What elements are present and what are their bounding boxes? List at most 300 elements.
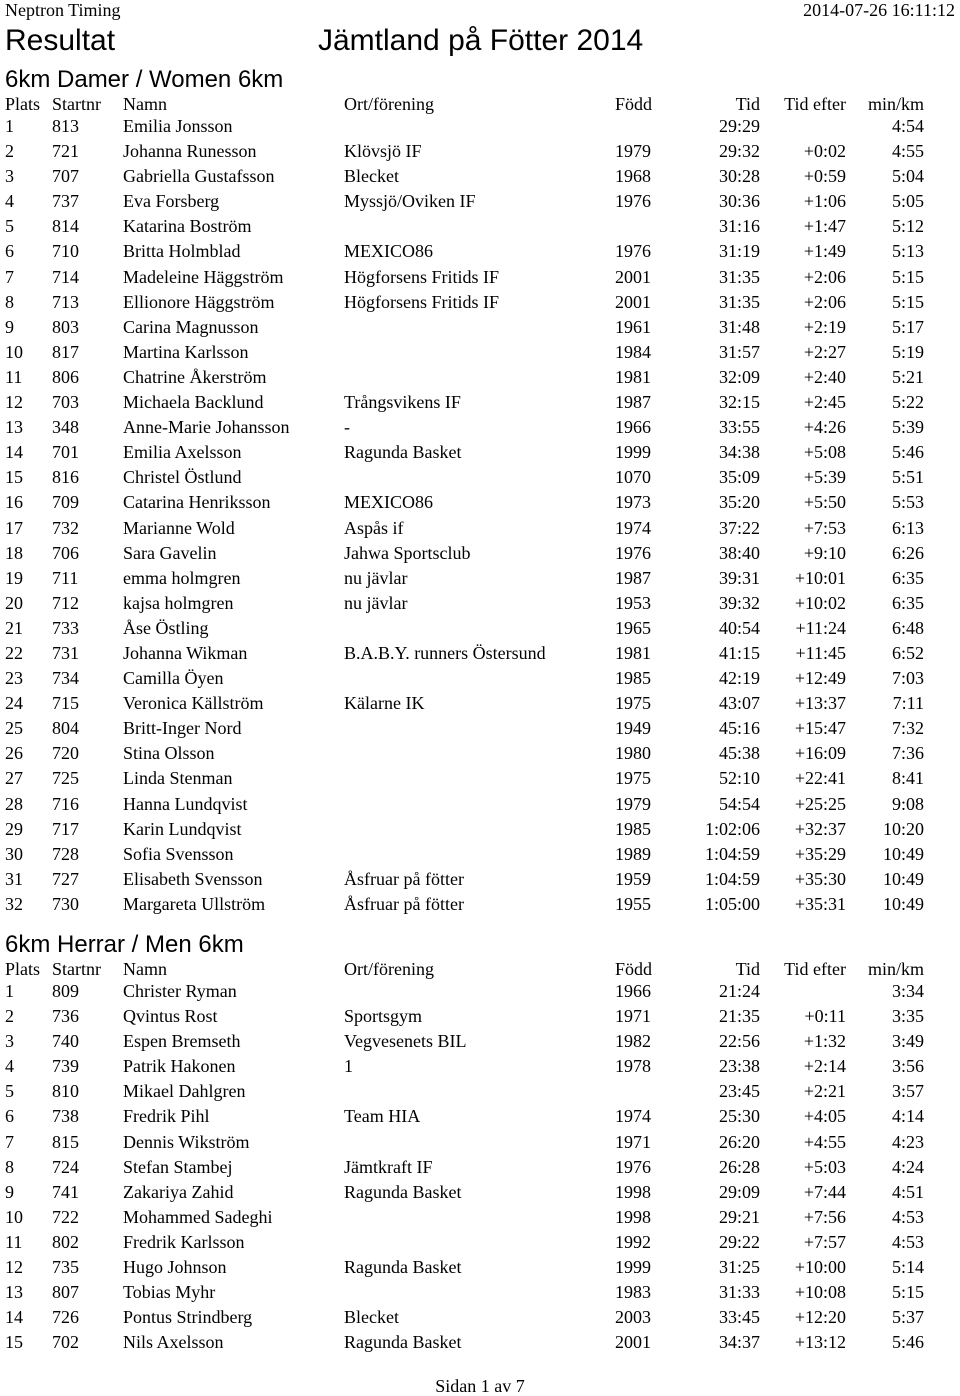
cell-namn: Stina Olsson [123,743,215,764]
cell-ort: Ragunda Basket [344,442,462,463]
cell-min-km: 5:37 [891,1307,924,1328]
cell-ort: - [344,417,350,438]
cell-min-km: 6:26 [891,542,924,563]
cell-ort: 1 [344,1056,353,1077]
cell-fodd: 1989 [615,843,651,864]
cell-plats: 24 [5,693,23,714]
cell-tid-efter: +0:02 [803,141,846,162]
table-row [0,391,960,416]
cell-fodd: 1999 [615,1257,651,1278]
cell-namn: Christer Ryman [123,981,237,1001]
cell-namn: Dennis Wikström [123,1131,250,1152]
cell-tid: 52:10 [718,768,760,789]
cell-plats: 7 [5,1131,14,1152]
cell-namn: Emilia Jonsson [123,116,233,136]
cell-namn: Hugo Johnson [123,1257,227,1278]
cell-startnr: 707 [52,166,79,187]
cell-tid: 42:19 [718,668,760,689]
cell-startnr: 726 [52,1307,79,1328]
cell-plats: 19 [5,567,23,588]
table-row [0,717,960,742]
table-row [0,517,960,542]
cell-min-km: 5:19 [891,341,924,362]
cell-plats: 14 [5,442,23,463]
cell-ort: Team HIA [344,1106,421,1127]
cell-fodd: 1971 [615,1006,651,1027]
cell-startnr: 813 [52,116,79,136]
table-row [0,667,960,692]
top-bar [0,0,960,22]
cell-min-km: 5:05 [891,191,924,212]
cell-tid-efter: +35:29 [794,843,846,864]
cell-tid: 29:22 [718,1231,760,1252]
cell-tid-efter: +10:00 [794,1257,846,1278]
cell-fodd: 1961 [615,316,651,337]
cell-fodd: 1985 [615,818,651,839]
cell-ort: Blecket [344,166,399,187]
cell-fodd: 1974 [615,517,651,538]
cell-ort: nu jävlar [344,592,408,613]
cell-min-km: 7:03 [891,668,924,689]
cell-tid-efter: +0:11 [804,1006,846,1027]
table-row [0,980,960,1005]
col-tid-efter: Tid efter [784,94,846,114]
col-startnr: Startnr [52,94,101,114]
cell-plats: 26 [5,743,23,764]
cell-fodd: 1981 [615,366,651,387]
cell-plats: 8 [5,1156,14,1177]
cell-namn: Gabriella Gustafsson [123,166,275,187]
cell-tid-efter: +1:32 [803,1031,846,1052]
cell-tid-efter: +1:06 [803,191,846,212]
cell-ort: nu jävlar [344,567,408,588]
cell-fodd: 1999 [615,442,651,463]
cell-min-km: 4:53 [891,1206,924,1227]
cell-ort: Åsfruar på fötter [344,868,464,889]
cell-plats: 7 [5,266,14,287]
cell-fodd: 2001 [615,266,651,287]
cell-startnr: 722 [52,1206,79,1227]
cell-plats: 12 [5,392,23,413]
app-name: Neptron Timing [5,0,121,20]
cell-tid: 33:45 [718,1307,760,1328]
cell-plats: 10 [5,1206,23,1227]
cell-fodd: 1987 [615,392,651,413]
cell-tid: 21:24 [718,981,760,1001]
cell-namn: Emilia Axelsson [123,442,242,463]
cell-min-km: 5:15 [891,291,924,312]
cell-startnr: 709 [52,492,79,513]
col-tid-efter: Tid efter [784,959,846,979]
cell-fodd: 1976 [615,191,651,212]
cell-startnr: 714 [52,266,79,287]
cell-tid: 30:28 [718,166,760,187]
table-row [0,190,960,215]
cell-plats: 12 [5,1257,23,1278]
cell-tid-efter: +7:53 [803,517,846,538]
cell-plats: 13 [5,1282,23,1303]
cell-fodd: 1981 [615,642,651,663]
cell-tid: 1:02:06 [704,818,760,839]
cell-fodd: 1987 [615,567,651,588]
cell-ort: Åsfruar på fötter [344,893,464,914]
cell-namn: Johanna Runesson [123,141,257,162]
cell-fodd: 1974 [615,1106,651,1127]
cell-min-km: 4:53 [891,1231,924,1252]
cell-ort: MEXICO86 [344,492,433,513]
cell-fodd: 1966 [615,417,651,438]
cell-min-km: 5:12 [891,216,924,237]
table-row [0,642,960,667]
cell-startnr: 741 [52,1181,79,1202]
cell-ort: Jahwa Sportsclub [344,542,471,563]
cell-min-km: 5:39 [891,417,924,438]
cell-min-km: 10:20 [882,818,924,839]
cell-fodd: 1971 [615,1131,651,1152]
timestamp: 2014-07-26 16:11:12 [803,0,955,20]
cell-startnr: 802 [52,1231,79,1252]
table-row [0,165,960,190]
cell-tid-efter: +2:06 [803,291,846,312]
cell-startnr: 702 [52,1332,79,1353]
cell-startnr: 711 [52,567,79,588]
cell-tid: 33:55 [718,417,760,438]
cell-namn: Eva Forsberg [123,191,220,212]
table-row [0,1131,960,1156]
cell-startnr: 717 [52,818,79,839]
cell-ort: Aspås if [344,517,404,538]
cell-startnr: 815 [52,1131,79,1152]
cell-fodd: 1980 [615,743,651,764]
cell-startnr: 725 [52,768,79,789]
cell-tid: 22:56 [718,1031,760,1052]
table-row [0,441,960,466]
cell-startnr: 739 [52,1056,79,1077]
table-row [0,1206,960,1231]
cell-ort: Jämtkraft IF [344,1156,433,1177]
col-plats: Plats [5,94,41,114]
cell-tid-efter: +7:56 [803,1206,846,1227]
cell-plats: 29 [5,818,23,839]
cell-tid-efter: +1:49 [803,241,846,262]
table-row [0,818,960,843]
cell-ort: Högforsens Fritids IF [344,266,500,287]
cell-min-km: 5:21 [891,366,924,387]
cell-tid: 35:09 [718,467,760,488]
cell-plats: 15 [5,467,23,488]
cell-tid-efter: +10:08 [794,1282,846,1303]
cell-fodd: 1985 [615,668,651,689]
section-title: 6km Damer / Women 6km [5,66,284,93]
cell-min-km: 3:34 [891,981,924,1001]
cell-ort: Kälarne IK [344,693,425,714]
cell-tid: 1:05:00 [704,893,760,914]
table-row [0,1281,960,1306]
cell-tid-efter: +35:30 [794,868,846,889]
results-rows [0,115,960,918]
cell-tid: 54:54 [718,793,760,814]
table-row [0,767,960,792]
cell-fodd: 2001 [615,1332,651,1353]
cell-startnr: 804 [52,718,79,739]
cell-fodd: 1070 [615,467,651,488]
table-row [0,793,960,818]
table-row [0,140,960,165]
cell-plats: 20 [5,592,23,613]
cell-tid: 34:38 [718,442,760,463]
cell-plats: 22 [5,642,23,663]
cell-startnr: 736 [52,1006,79,1027]
cell-plats: 1 [5,116,14,136]
cell-tid: 32:09 [718,366,760,387]
cell-fodd: 1949 [615,718,651,739]
table-row [0,542,960,567]
section-title: 6km Herrar / Men 6km [5,931,244,958]
cell-min-km: 3:35 [891,1006,924,1027]
cell-tid: 25:30 [718,1106,760,1127]
cell-tid-efter: +2:21 [803,1081,846,1102]
cell-tid: 31:33 [718,1282,760,1303]
cell-namn: Mikael Dahlgren [123,1081,246,1102]
cell-tid-efter: +5:39 [803,467,846,488]
cell-namn: emma holmgren [123,567,241,588]
cell-tid: 39:31 [718,567,760,588]
cell-tid: 35:20 [718,492,760,513]
cell-startnr: 715 [52,693,79,714]
cell-tid: 1:04:59 [704,843,760,864]
cell-plats: 30 [5,843,23,864]
cell-namn: Madeleine Häggström [123,266,284,287]
cell-min-km: 10:49 [882,893,924,914]
page-title: Resultat [5,24,116,57]
cell-ort: Blecket [344,1307,399,1328]
cell-fodd: 1959 [615,868,651,889]
cell-namn: Pontus Strindberg [123,1307,253,1328]
cell-min-km: 6:35 [891,567,924,588]
cell-namn: Sara Gavelin [123,542,217,563]
cell-plats: 18 [5,542,23,563]
cell-min-km: 4:54 [891,116,924,136]
cell-plats: 6 [5,241,14,262]
cell-plats: 32 [5,893,23,914]
cell-plats: 27 [5,768,23,789]
table-row [0,291,960,316]
cell-startnr: 817 [52,341,79,362]
cell-tid-efter: +2:06 [803,266,846,287]
cell-ort: Högforsens Fritids IF [344,291,500,312]
col-min-km: min/km [867,94,924,114]
cell-namn: Linda Stenman [123,768,233,789]
cell-tid: 31:57 [718,341,760,362]
cell-min-km: 10:49 [882,868,924,889]
table-row [0,893,960,918]
cell-startnr: 814 [52,216,79,237]
cell-namn: Åse Östling [123,617,209,638]
cell-startnr: 730 [52,893,79,914]
table-row [0,1306,960,1331]
table-row [0,742,960,767]
cell-tid: 31:48 [718,316,760,337]
cell-fodd: 1978 [615,1056,651,1077]
cell-min-km: 5:04 [891,166,924,187]
cell-min-km: 5:17 [891,316,924,337]
cell-tid-efter: +9:10 [803,542,846,563]
cell-tid-efter: +32:37 [794,818,846,839]
cell-startnr: 734 [52,668,79,689]
cell-namn: Margareta Ullström [123,893,266,914]
cell-tid: 26:28 [718,1156,760,1177]
cell-tid: 43:07 [718,693,760,714]
cell-startnr: 716 [52,793,79,814]
cell-min-km: 6:52 [891,642,924,663]
cell-tid-efter: +4:55 [803,1131,846,1152]
cell-namn: Mohammed Sadeghi [123,1206,273,1227]
cell-tid: 21:35 [718,1006,760,1027]
cell-tid: 31:16 [718,216,760,237]
cell-startnr: 710 [52,241,79,262]
cell-min-km: 5:51 [891,467,924,488]
col-tid: Tid [735,94,760,114]
cell-namn: Anne-Marie Johansson [123,417,290,438]
results-section-women [0,66,960,918]
cell-min-km: 5:46 [891,442,924,463]
col-ort: Ort/förening [344,94,434,114]
cell-namn: Nils Axelsson [123,1332,224,1353]
cell-namn: Britt-Inger Nord [123,718,242,739]
cell-tid: 38:40 [718,542,760,563]
cell-tid-efter: +35:31 [794,893,846,914]
cell-startnr: 733 [52,617,79,638]
cell-tid-efter: +13:37 [794,693,846,714]
cell-plats: 6 [5,1106,14,1127]
cell-tid-efter: +16:09 [794,743,846,764]
col-namn: Namn [123,94,167,114]
cell-tid-efter: +13:12 [794,1332,846,1353]
cell-namn: Catarina Henriksson [123,492,271,513]
cell-namn: Hanna Lundqvist [123,793,248,814]
cell-plats: 17 [5,517,23,538]
cell-ort: Sportsgym [344,1006,423,1027]
cell-startnr: 738 [52,1106,79,1127]
cell-plats: 5 [5,1081,14,1102]
cell-startnr: 735 [52,1257,79,1278]
cell-tid-efter: +2:27 [803,341,846,362]
cell-tid: 31:19 [718,241,760,262]
cell-min-km: 6:13 [891,517,924,538]
table-row [0,567,960,592]
cell-plats: 25 [5,718,23,739]
cell-fodd: 1998 [615,1181,651,1202]
cell-startnr: 701 [52,442,79,463]
col-min-km: min/km [867,959,924,979]
cell-plats: 28 [5,793,23,814]
col-namn: Namn [123,959,167,979]
cell-startnr: 803 [52,316,79,337]
cell-plats: 15 [5,1332,23,1353]
cell-plats: 21 [5,617,23,638]
cell-namn: kajsa holmgren [123,592,234,613]
table-row [0,1105,960,1130]
table-row [0,215,960,240]
cell-tid: 39:32 [718,592,760,613]
table-row [0,1181,960,1206]
cell-tid-efter: +10:01 [794,567,846,588]
cell-startnr: 713 [52,291,79,312]
cell-namn: Qvintus Rost [123,1006,218,1027]
table-row [0,1331,960,1356]
cell-tid-efter: +11:45 [795,642,846,663]
cell-startnr: 732 [52,517,79,538]
cell-min-km: 3:56 [891,1056,924,1077]
cell-startnr: 731 [52,642,79,663]
cell-min-km: 4:24 [891,1156,924,1177]
cell-namn: Fredrik Karlsson [123,1231,245,1252]
cell-tid-efter: +4:05 [803,1106,846,1127]
cell-plats: 4 [5,1056,14,1077]
cell-min-km: 5:53 [891,492,924,513]
cell-startnr: 806 [52,366,79,387]
table-row [0,1055,960,1080]
cell-plats: 14 [5,1307,23,1328]
table-row [0,240,960,265]
cell-ort: Klövsjö IF [344,141,422,162]
cell-tid-efter: +12:20 [794,1307,846,1328]
cell-namn: Karin Lundqvist [123,818,242,839]
cell-namn: Sofia Svensson [123,843,234,864]
table-row [0,316,960,341]
cell-startnr: 703 [52,392,79,413]
cell-startnr: 706 [52,542,79,563]
cell-namn: Carina Magnusson [123,316,259,337]
cell-tid-efter: +22:41 [794,768,846,789]
cell-plats: 10 [5,341,23,362]
cell-plats: 11 [5,366,23,387]
cell-namn: Elisabeth Svensson [123,868,263,889]
cell-namn: Ellionore Häggström [123,291,275,312]
table-row [0,341,960,366]
table-row [0,1231,960,1256]
col-fodd: Född [615,959,653,979]
cell-min-km: 7:32 [891,718,924,739]
cell-ort: B.A.B.Y. runners Östersund [344,642,546,663]
title-row [0,24,960,60]
table-row [0,1156,960,1181]
column-header-row [0,94,960,115]
cell-tid: 29:09 [718,1181,760,1202]
cell-startnr: 720 [52,743,79,764]
cell-tid-efter: +12:49 [794,668,846,689]
cell-tid: 31:35 [718,266,760,287]
cell-plats: 5 [5,216,14,237]
cell-namn: Martina Karlsson [123,341,249,362]
col-plats: Plats [5,959,41,979]
cell-startnr: 727 [52,868,79,889]
table-row [0,466,960,491]
column-header-row [0,959,960,980]
cell-tid-efter: +2:45 [803,392,846,413]
table-row [0,1005,960,1030]
results-section-men [0,931,960,1356]
table-row [0,592,960,617]
cell-tid-efter: +5:03 [803,1156,846,1177]
results-rows [0,980,960,1356]
cell-startnr: 737 [52,191,79,212]
col-ort: Ort/förening [344,959,434,979]
cell-fodd: 1973 [615,492,651,513]
cell-ort: Vegvesenets BIL [344,1031,467,1052]
cell-fodd: 1983 [615,1282,651,1303]
cell-min-km: 8:41 [891,768,924,789]
